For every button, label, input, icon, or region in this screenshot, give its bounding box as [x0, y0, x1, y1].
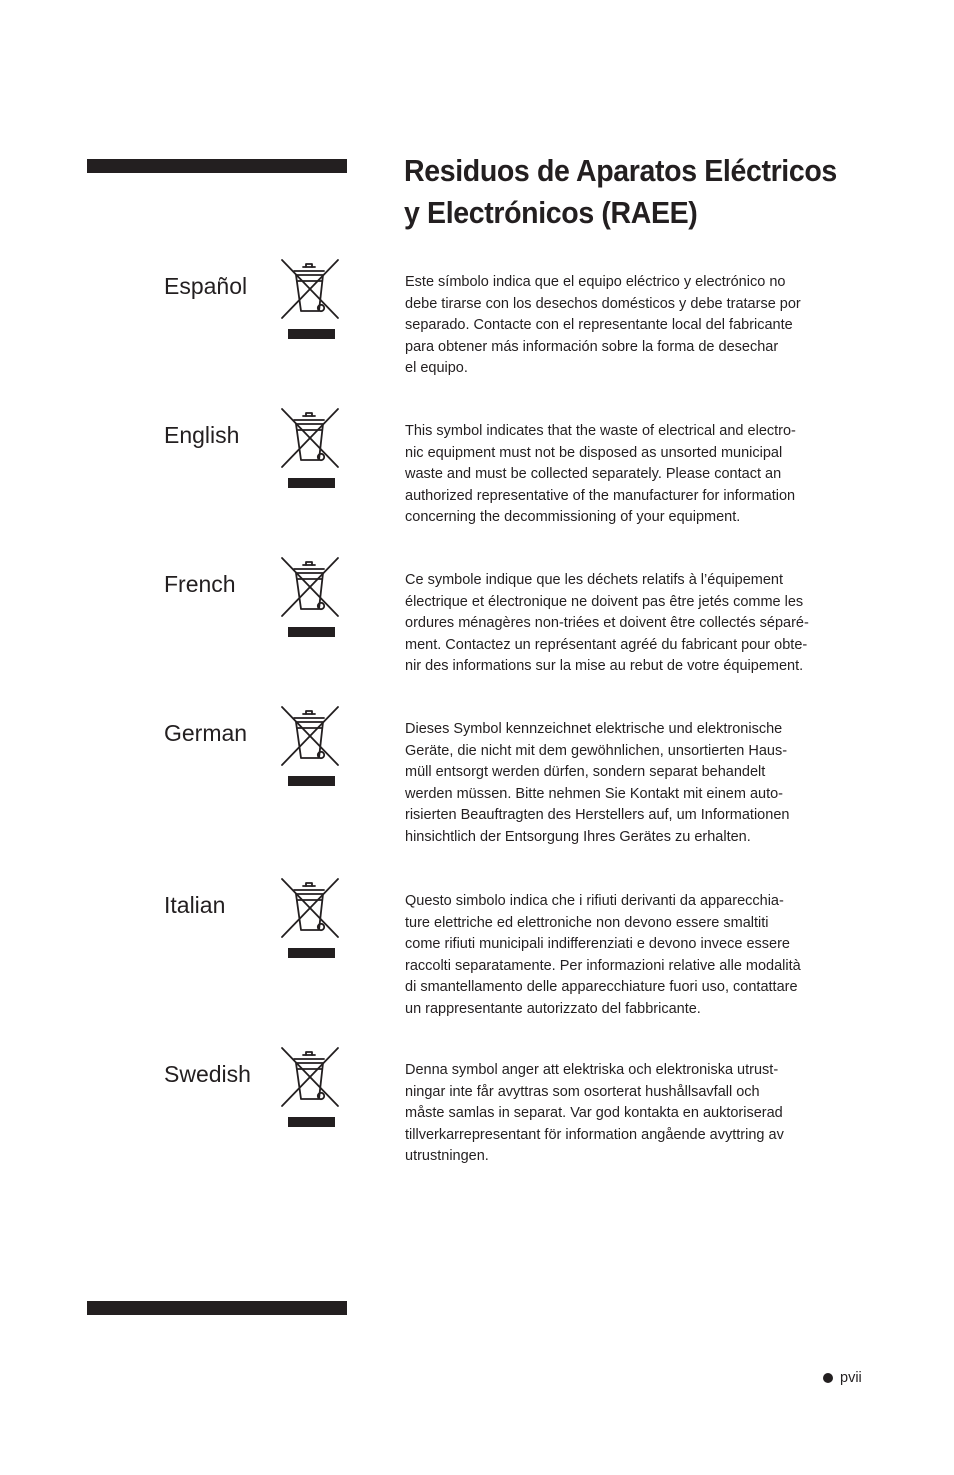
section-body	[405, 1060, 875, 1168]
text-line: risierten Beauftragten des Herstellers auf, um Informationen	[405, 807, 790, 824]
text-line: Questo simbolo indica che i rifiuti derivanti da apparecchia-	[405, 893, 784, 909]
text-line: ordures ménagères non-triées et doivent être collectés séparé-	[405, 615, 809, 632]
language-label: English	[164, 422, 240, 448]
weee-bin-icon	[280, 556, 340, 646]
text-line: un rappresentante autorizzato del fabbricante.	[405, 1000, 701, 1017]
section-body	[405, 719, 875, 849]
text-line: müll entsorgt werden dürfen, sondern separat behandelt	[405, 764, 766, 781]
section-body	[405, 570, 875, 678]
bullet-icon	[823, 1373, 833, 1383]
page-footer	[823, 1368, 862, 1388]
section-body	[405, 421, 875, 529]
text-line: di smantellamento delle apparecchiature fuori uso, contattare	[405, 979, 798, 996]
text-line: ment. Contactez un représentant agréé du fabricant pour obte-	[405, 636, 808, 653]
text-line: nic equipment must not be disposed as unsorted municipal	[405, 444, 783, 461]
text-line: waste and must be collected separately. Please contact an	[405, 466, 782, 483]
text-line: hinsichtlich der Entsorgung Ihres Gerätes zu erhalten.	[405, 828, 751, 845]
title-line-1: Residuos de Aparatos Eléctricos	[404, 153, 837, 188]
text-line: Ce symbole indique que les déchets relatifs à l’équipement	[405, 572, 784, 588]
text-line: utrustningen.	[405, 1148, 489, 1165]
page-number: pvii	[840, 1370, 862, 1386]
text-line: come rifiuti municipali indifferenziati e devono invece essere	[405, 936, 790, 953]
weee-bin-icon	[280, 877, 340, 967]
section-body	[405, 891, 875, 1021]
text-line: para obtener más información sobre la forma de desechar	[405, 338, 779, 355]
bottom-rule	[87, 1301, 347, 1315]
weee-bin-icon	[280, 258, 340, 348]
text-line: authorized representative of the manufacturer for information	[405, 487, 796, 504]
language-label: Español	[164, 273, 248, 299]
weee-bin-icon	[280, 407, 340, 497]
language-label: Swedish	[164, 1061, 251, 1087]
text-line: concerning the decommissioning of your equipment.	[405, 509, 741, 526]
weee-bin-icon	[280, 705, 340, 795]
text-line: nir des informations sur la mise au rebut de votre équipement.	[405, 658, 804, 675]
language-label: German	[164, 720, 248, 746]
text-line: raccolti separatamente. Per informazioni relative alle modalità	[405, 957, 801, 974]
text-line: Geräte, die nicht mit dem gewöhnlichen, unsortierten Haus-	[405, 742, 788, 759]
language-label: French	[164, 571, 236, 597]
page-title	[404, 150, 882, 234]
language-label: Italian	[164, 892, 226, 918]
text-line: ture elettriche ed elettroniche non devono essere smaltiti	[405, 914, 769, 931]
weee-bin-icon	[280, 1046, 340, 1136]
text-line: separado. Contacte con el representante local del fabricante	[405, 317, 793, 334]
text-line: ningar inte får avyttras som osorterat hushållsavfall och	[405, 1083, 760, 1100]
text-line: This symbol indicates that the waste of electrical and electro-	[405, 423, 796, 439]
text-line: debe tirarse con los desechos domésticos y debe tratarse por	[405, 295, 801, 312]
text-line: Dieses Symbol kennzeichnet elektrische und elektronische	[405, 721, 783, 737]
text-line: el equipo.	[405, 360, 468, 377]
text-line: tillverkarrepresentant för information angående avyttring av	[405, 1126, 784, 1143]
top-rule	[87, 159, 347, 173]
text-line: Denna symbol anger att elektriska och elektroniska utrust-	[405, 1062, 779, 1078]
text-line: Este símbolo indica que el equipo eléctrico y electrónico no	[405, 274, 786, 290]
title-line-2: y Electrónicos (RAEE)	[404, 195, 698, 230]
text-line: werden müssen. Bitte nehmen Sie Kontakt mit einem auto-	[405, 785, 783, 802]
section-body	[405, 272, 875, 380]
text-line: électrique et électronique ne doivent pas être jetés comme les	[405, 593, 804, 610]
text-line: måste samlas in separat. Var god kontakta en auktoriserad	[405, 1105, 783, 1122]
